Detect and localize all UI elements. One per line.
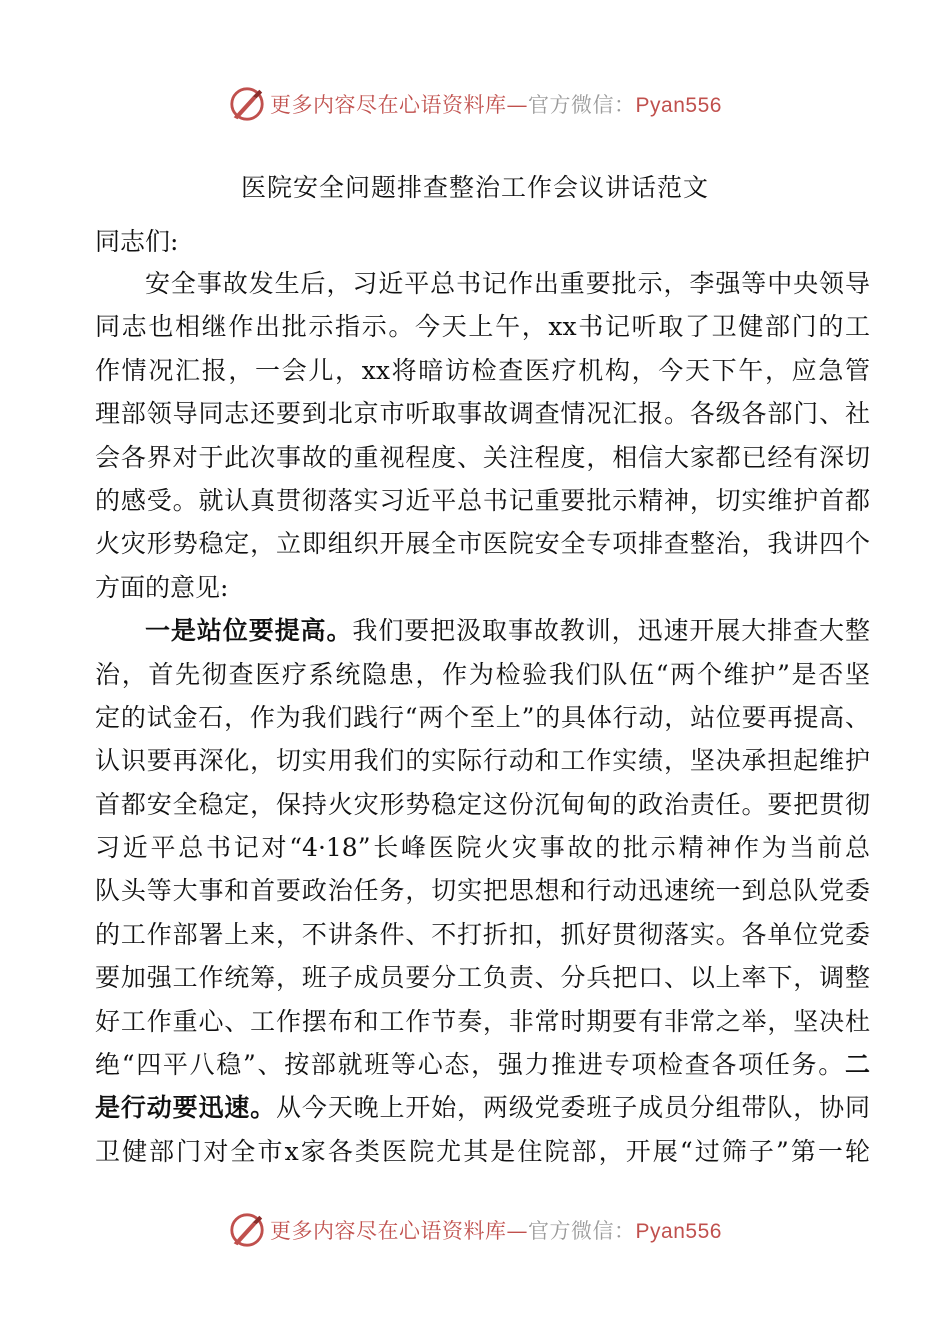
- paragraph-line: 定的试金石，作为我们践行“两个至上”的具体行动，站位要再提高、: [95, 702, 870, 732]
- paragraph-line: 习近平总书记对“4·18”长峰医院火灾事故的批示精神作为当前总: [95, 833, 870, 863]
- section-heading: 二: [844, 1050, 870, 1080]
- paragraph-line: 要加强工作统筹，班子成员要分工负责、分兵把口、以上率下，调整: [95, 963, 870, 993]
- paragraph-line: 的感受。就认真贯彻落实习近平总书记重要批示精神，切实维护首都: [95, 485, 870, 515]
- pen-logo-icon: [228, 1211, 266, 1249]
- paragraph-line: 会各界对于此次事故的重视程度、关注程度，相信大家都已经有深切: [95, 442, 870, 472]
- banner-text: 更多内容尽在心语资料库—官方微信：Pyan556: [270, 1219, 722, 1243]
- paragraph-line: 火灾形势稳定，立即组织开展全市医院安全专项排查整治，我讲四个: [95, 529, 870, 559]
- paragraph-line: 认识要再深化，切实用我们的实际行动和工作实绩，坚决承担起维护: [95, 746, 870, 776]
- paragraph-line: 方面的意见:: [95, 572, 229, 602]
- pen-logo-icon: [228, 85, 266, 123]
- document-body: [95, 262, 870, 1173]
- section-heading: 是行动要迅速。: [95, 1093, 277, 1123]
- paragraph-line: 绝“四平八稳”、按部就班等心态，强力推进专项检查各项任务。二: [95, 1050, 870, 1080]
- banner-text: 更多内容尽在心语资料库—官方微信：Pyan556: [270, 93, 722, 117]
- paragraph-line: 作情况汇报，一会儿，xx将暗访检查医疗机构，今天下午，应急管: [95, 355, 870, 385]
- document-title: 医院安全问题排查整治工作会议讲话范文: [240, 173, 709, 202]
- paragraph-line: 好工作重心、工作摆布和工作节奏，非常时期要有非常之举，坚决杜: [95, 1006, 870, 1036]
- paragraph-line: 安全事故发生后，习近平总书记作出重要批示，李强等中央领导: [145, 269, 870, 298]
- paragraph-line: 队头等大事和首要政治任务，切实把思想和行动迅速统一到总队党委: [95, 876, 870, 906]
- footer-banner: [0, 1210, 950, 1250]
- section-heading: 一是站位要提高。: [145, 616, 353, 646]
- paragraph-line: 是行动要迅速。从今天晚上开始，两级党委班子成员分组带队，协同: [95, 1093, 870, 1123]
- paragraph-line: 的工作部署上来，不讲条件、不打折扣，抓好贯彻落实。各单位党委: [95, 919, 870, 949]
- salutation: 同志们:: [95, 227, 179, 256]
- paragraph-line: 卫健部门对全市x家各类医院尤其是住院部，开展“过筛子”第一轮: [95, 1136, 870, 1166]
- paragraph-line: 一是站位要提高。我们要把汲取事故教训，迅速开展大排查大整: [145, 616, 870, 646]
- header-banner: [0, 84, 950, 124]
- paragraph-line: 首都安全稳定，保持火灾形势稳定这份沉甸甸的政治责任。要把贯彻: [95, 789, 870, 819]
- paragraph-line: 同志也相继作出批示指示。今天上午，xx书记听取了卫健部门的工: [95, 312, 870, 342]
- paragraph-line: 治，首先彻查医疗系统隐患，作为检验我们队伍“两个维护”是否坚: [95, 659, 870, 689]
- paragraph-line: 理部领导同志还要到北京市听取事故调查情况汇报。各级各部门、社: [95, 399, 870, 429]
